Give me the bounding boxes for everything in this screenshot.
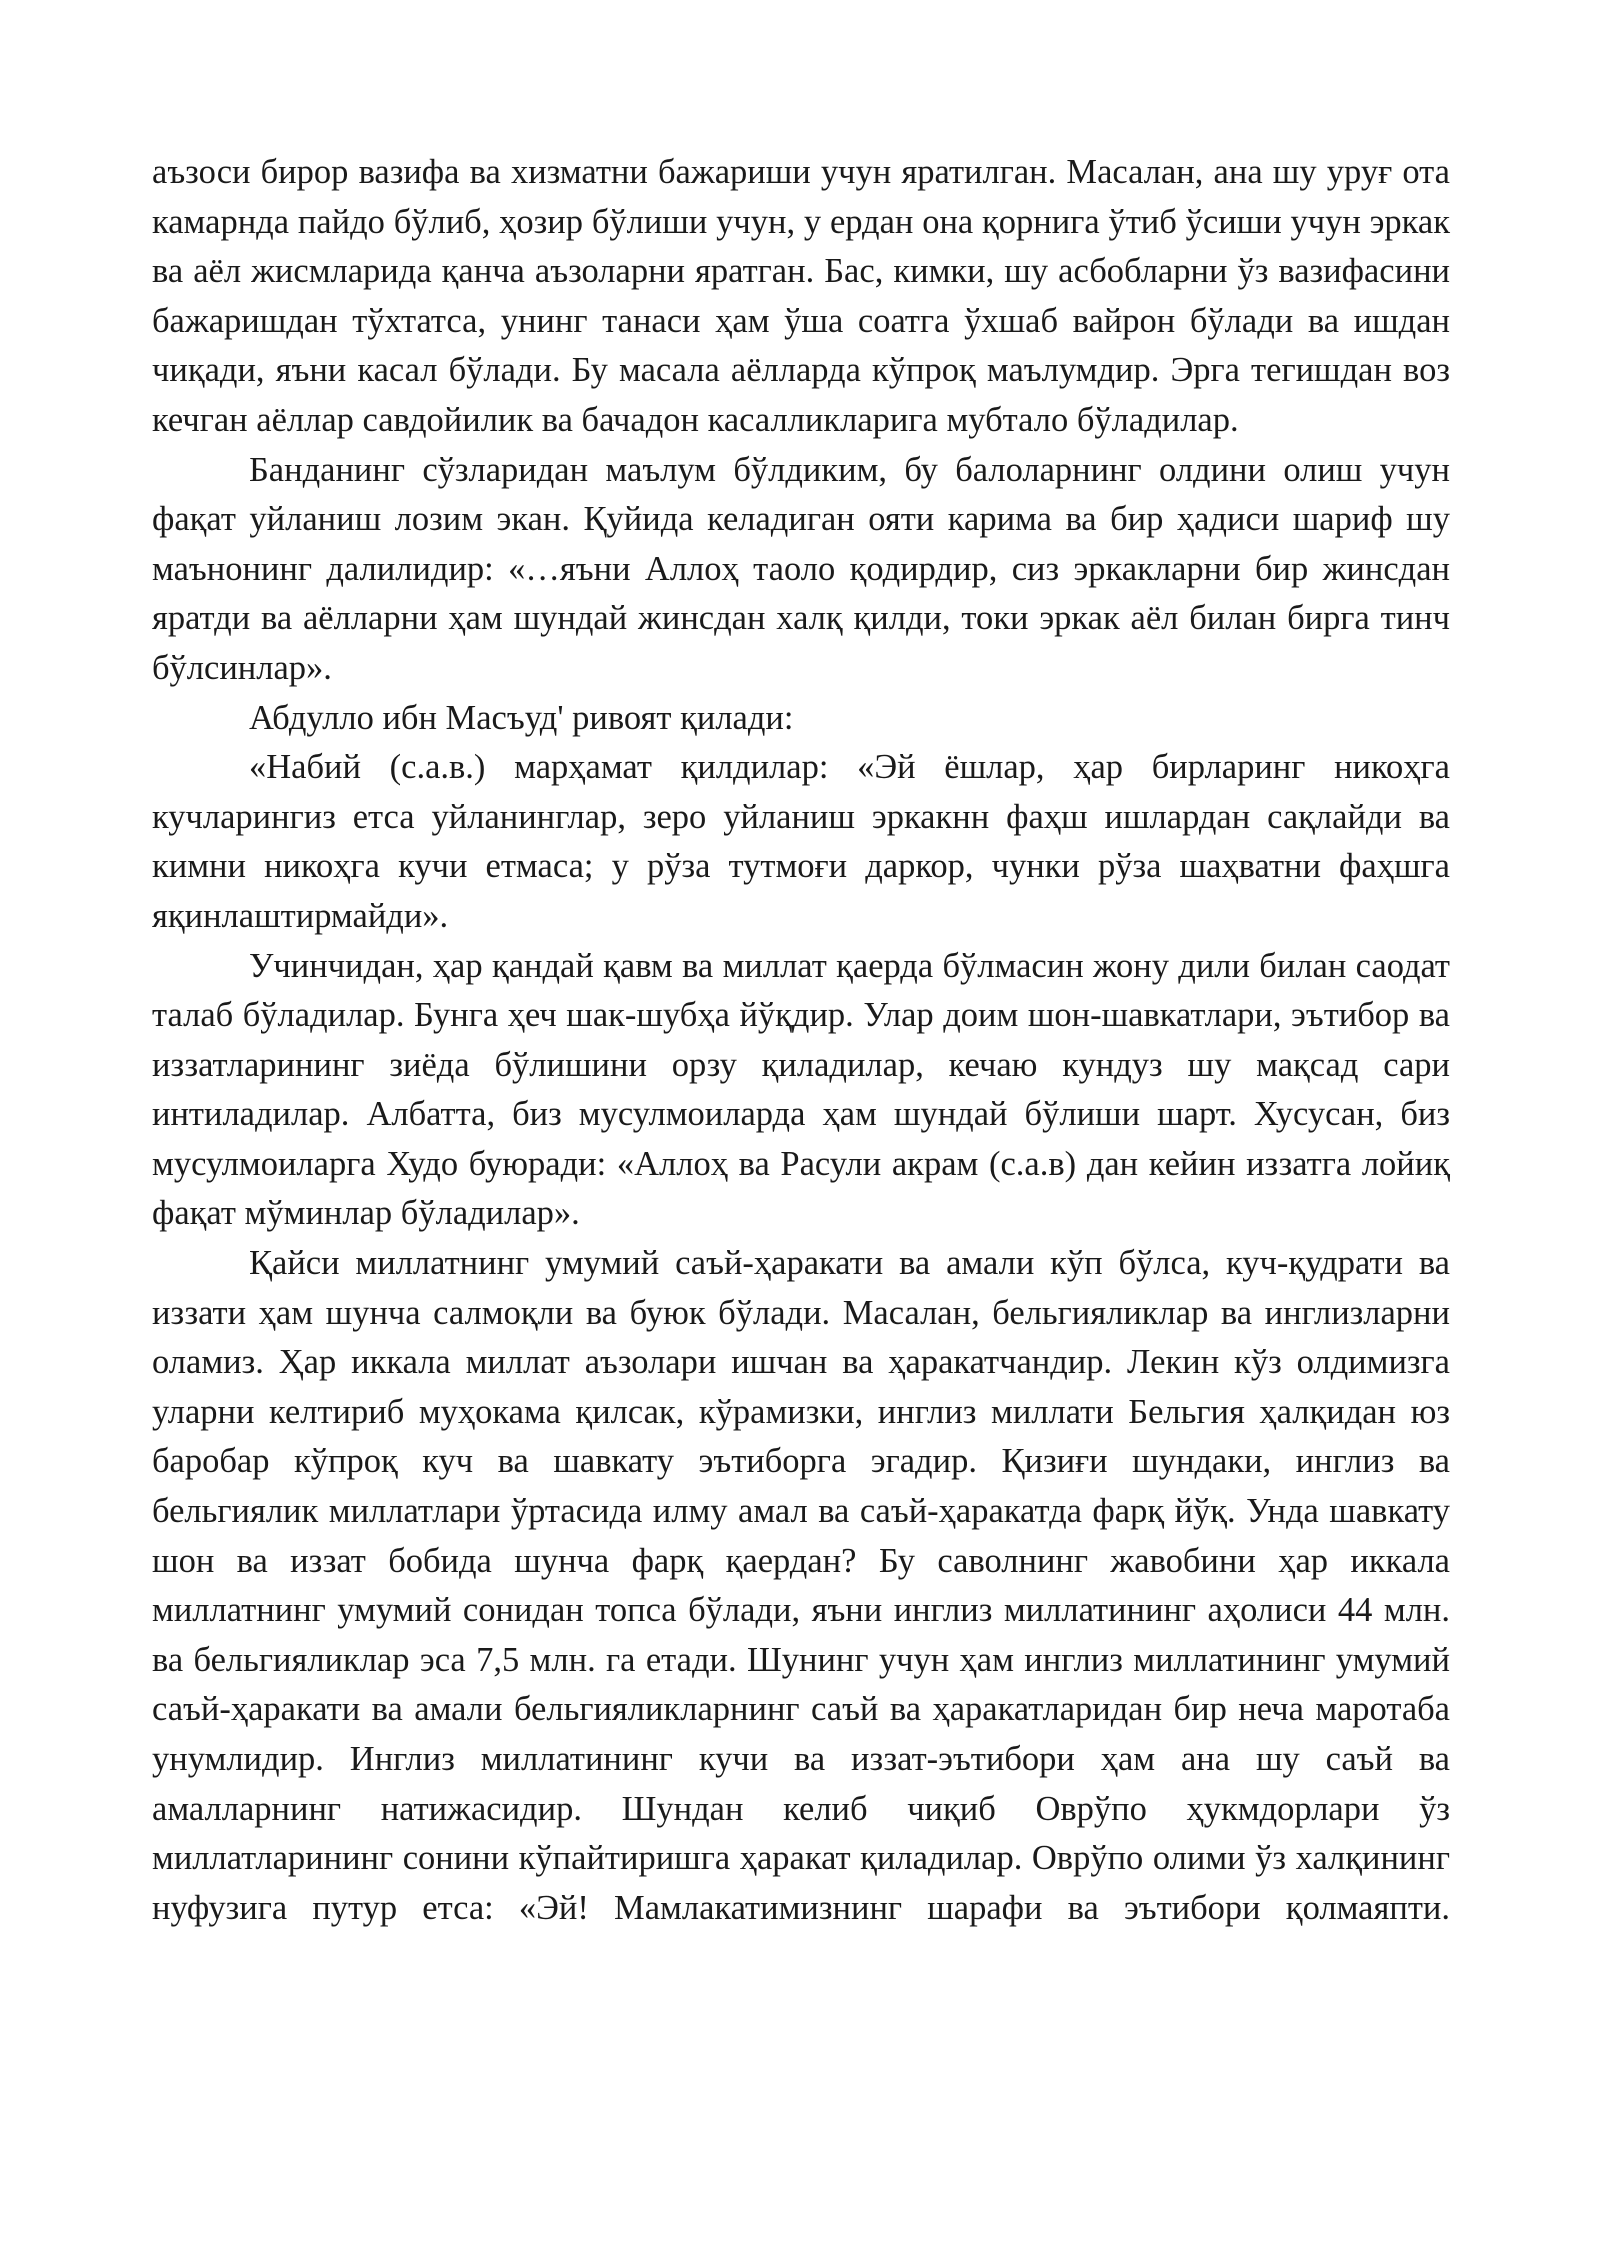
paragraph-6: Қайси миллатнинг умумий саъй-ҳаракати ва амали кўп бўлса, куч-қудрати ва иззати ҳам шунча салмоқли ва буюк бўлади. Масалан, бельгияликлар ва инглизларни оламиз. Ҳар иккала миллат аъзолари ишчан ва ҳаракатчандир. Лекин кўз олдимизга уларни келтириб муҳокама қилсак, кўрамизки, инглиз миллати Бельгия ҳалқидан юз баробар кўпроқ куч ва шавкату эътиборга эгадир. Қизиғи шундаки, инглиз ва бельгиялик миллатлари ўртасида илму амал ва саъй-ҳаракатда фарқ йўқ. Унда шавкату шон ва иззат бобида шунча фарқ қаердан? Бу саволнинг жавобини ҳар иккала миллатнинг умумий сонидан топса бўлади, яъни инглиз миллатининг аҳолиси 44 млн. ва бельгияликлар эса 7,5 млн. га етади. Шунинг учун ҳам инглиз миллатининг умумий саъй-ҳаракати ва амали бельгияликларнинг саъй ва ҳаракатларидан бир неча маротаба унумлидир. Инглиз миллатининг кучи ва иззат-эътибори ҳам ана шу саъй ва амалларнинг натижасидир. Шундан келиб чиқиб Оврўпо ҳукмдорлари ўз миллатларининг сонини кўпайтиришга ҳаракат қиладилар. Оврўпо олими ўз халқининг нуфузига путур етса: «Эй! Мамлакатимизнинг шарафи ва эътибори қолмаяпти. xyxy=(152,1244,1450,1927)
document-page xyxy=(152,148,1450,1933)
paragraph-2: Банданинг сўзларидан маълум бўлдиким, бу балоларнинг олдини олиш учун фақат уйланиш лозим экан. Қуйида келадиган ояти карима ва бир ҳадиси шариф шу маънонинг далилидир: «…яъни Аллоҳ таоло қодирдир, сиз эркакларни бир жинсдан яратди ва аёлларни ҳам шундай жинсдан халқ қилди, токи эркак аёл билан бирга тинч бўлсинлар». xyxy=(152,450,1450,687)
paragraph-5: Учинчидан, ҳар қандай қавм ва миллат қаерда бўлмасин жону дили билан саодат талаб бўладилар. Бунга ҳеч шак-шубҳа йўқдир. Улар доим шон-шавкатлари, эътибор ва иззатларининг зиёда бўлишини орзу қиладилар, кечаю кундуз шу мақсад сари интиладилар. Албатта, биз мусулмоиларда ҳам шундай бўлиши шарт. Хусусан, биз мусулмоиларга Худо буюради: «Аллоҳ ва Расули акрам (с.а.в) дан кейин иззатга лойиқ фақат мўминлар бўладилар». xyxy=(152,946,1450,1233)
paragraph-4: «Набий (с.а.в.) марҳамат қилдилар: «Эй ёшлар, ҳар бирларинг никоҳга кучларингиз етса уйланинглар, зеро уйланиш эркакнн фаҳш ишлардан сақлайди ва кимни никоҳга кучи етмаса; у рўза тутмоғи даркор, чунки рўза шаҳватни фаҳшга яқинлаштирмайди». xyxy=(152,748,1450,935)
paragraph-3: Абдулло ибн Масъуд' ривоят қилади: xyxy=(249,698,794,737)
paragraph-1: аъзоси бирор вазифа ва хизматни бажариши учун яратилган. Масалан, ана шу уруғ ота камарнда пайдо бўлиб, ҳозир бўлиши учун, у ердан она қорнига ўтиб ўсиши учун эркак ва аёл жисмларида қанча аъзоларни яратган. Бас, кимки, шу асбобларни ўз вазифасини бажаришдан тўхтатса, унинг танаси ҳам ўша соатга ўхшаб вайрон бўлади ва ишдан чиқади, яъни касал бўлади. Бу масала аёлларда кўпроқ маълумдир. Эрга тегишдан воз кечган аёллар савдойилик ва бачадон касалликларига мубтало бўладилар. xyxy=(152,153,1450,439)
